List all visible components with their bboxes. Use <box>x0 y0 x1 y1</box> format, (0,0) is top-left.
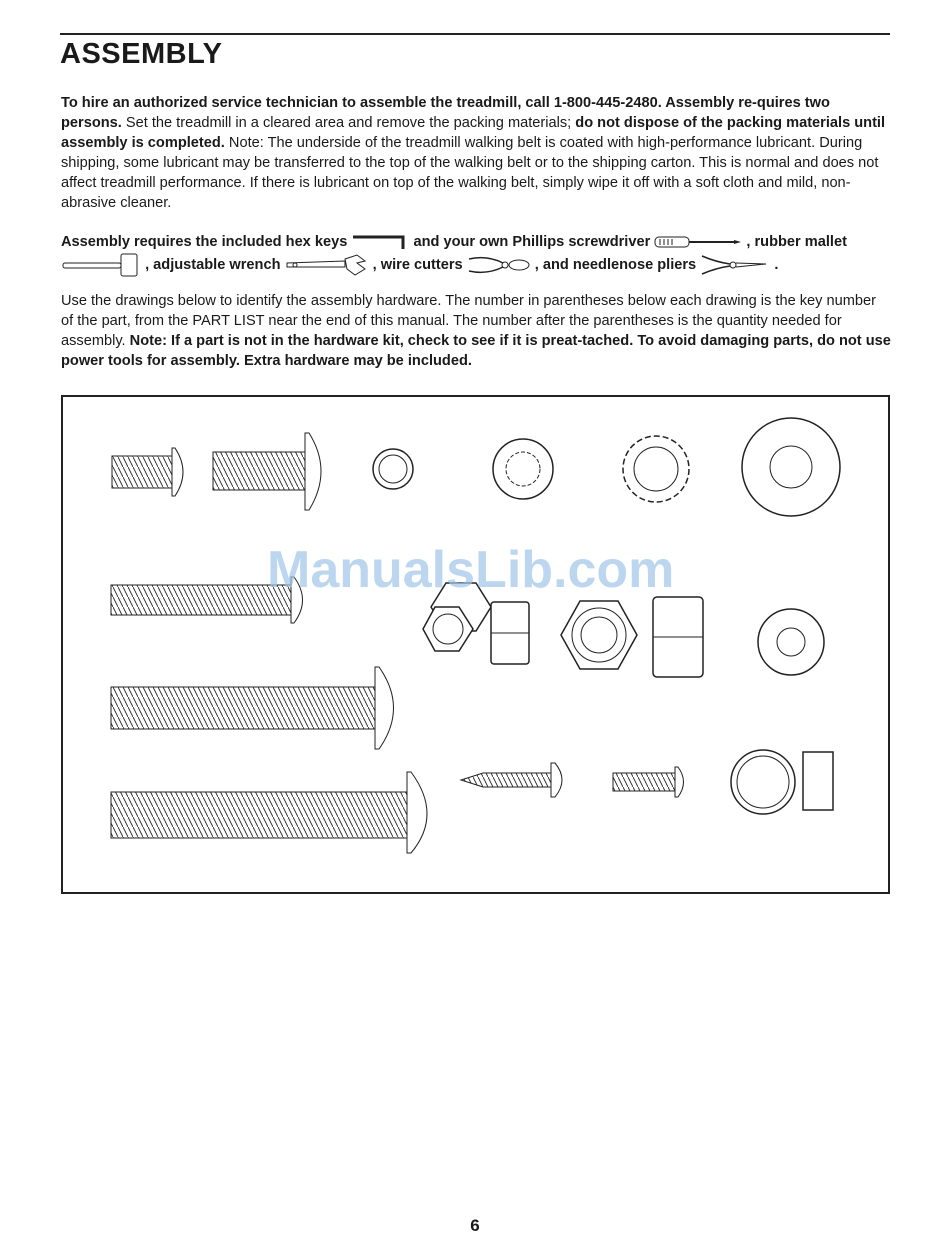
star-washer-2 <box>493 439 553 499</box>
tools-text-3: , rubber mallet <box>746 234 847 250</box>
tapping-screw-2 <box>613 767 684 797</box>
long-bolt-3 <box>111 772 427 853</box>
needlenose-pliers-icon <box>700 252 770 278</box>
flat-washer-large <box>742 418 840 516</box>
packing-warning: do not dispose of the packing materials until assembly is completed. <box>61 115 886 151</box>
wire-cutters-icon <box>467 253 531 277</box>
top-rule <box>60 33 890 35</box>
hardware-drawings-box <box>61 395 890 894</box>
tools-text-4: , adjustable wrench <box>145 256 281 273</box>
tools-paragraph <box>61 232 891 278</box>
hex-key-icon <box>351 233 409 251</box>
lock-nut-2-side <box>653 597 703 677</box>
intro-paragraph <box>61 93 891 213</box>
hardware-drawings <box>63 397 888 892</box>
adjustable-wrench-icon <box>285 253 369 277</box>
hardware-paragraph <box>61 291 891 371</box>
watermark: ManualsLib.com <box>267 541 675 599</box>
page-number: 6 <box>470 1216 480 1235</box>
tools-text-6: , and needlenose pliers <box>534 256 697 273</box>
rubber-mallet-icon <box>61 252 141 278</box>
tools-text-1: Assembly requires the included hex keys <box>61 234 348 250</box>
page-title: ASSEMBLY <box>60 38 223 70</box>
long-bolt-2 <box>111 667 394 749</box>
hardware-note: Note: If a part is not in the hardware kit, check to see if it is preat-tached. To avoid damaging parts, do not use power tools for assembly. Extra hardware may be included. <box>61 333 891 369</box>
screwdriver-icon <box>654 235 742 249</box>
technician-notice: To hire an authorized service technician to assemble the treadmill, call 1-800-445-2480. Assembly re-quires two persons. <box>61 95 830 131</box>
spacer-ring-face <box>731 750 795 814</box>
intro-text-1: Set the treadmill in a cleared area and remove the packing materials; <box>121 115 576 131</box>
short-bolt-1 <box>112 448 183 496</box>
intro-text-2: Note: The underside of the treadmill walking belt is coated with high-performance lubricant. During shipping, some lubricant may be transferred to the top of the walking belt or to the shipping carton. This is normal and does not affect treadmill performance. If there is lubricant on top of the walking belt, simply wipe it off with a soft cloth and mild, non-abrasive cleaner. <box>61 135 879 211</box>
star-washer-3 <box>623 436 689 502</box>
flat-washer-small <box>758 609 824 675</box>
hex-nut-2-face <box>561 601 637 669</box>
hardware-text: Use the drawings below to identify the assembly hardware. The number in parentheses below each drawing is the key number of the part, from the PART LIST near the end of this manual. The number after the parentheses is the quantity needed for assembly. <box>61 293 876 349</box>
star-washer-1 <box>373 449 413 489</box>
tools-text-5: , wire cutters <box>372 256 463 273</box>
tools-text-7: . <box>774 256 779 273</box>
short-bolt-2 <box>213 433 321 510</box>
tools-text-2: and your own Phillips screwdriver <box>413 234 651 250</box>
lock-nut-1-side <box>491 602 529 664</box>
spacer-ring-side <box>803 752 833 810</box>
tapping-screw-1 <box>461 763 562 797</box>
